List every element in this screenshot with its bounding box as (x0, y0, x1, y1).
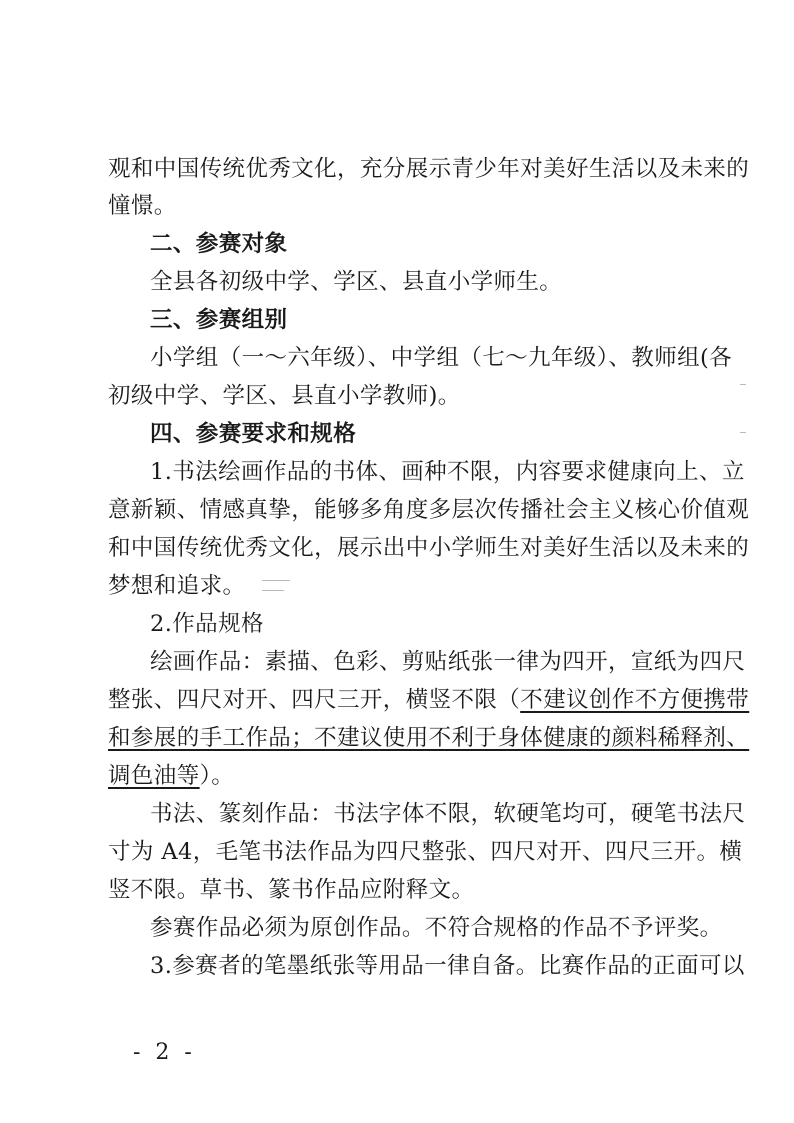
body-line: 憧憬。 (108, 193, 177, 219)
body-line: 竖不限。草书、篆书作品应附释文。 (108, 877, 475, 903)
section-heading-participants: 二、参赛对象 (150, 231, 288, 257)
body-line: 书法、篆刻作品：书法字体不限，软硬笔均可，硬笔书法尺 (150, 801, 746, 827)
body-text: ）。 (199, 763, 235, 789)
body-line: 意新颖、情感真挚，能够多角度多层次传播社会主义核心价值观 (108, 497, 750, 523)
body-line: 小学组（一～六年级）、中学组（七～九年级）、教师组(各 (150, 345, 733, 371)
underlined-text: 不建议创作不方便携带 (520, 687, 750, 713)
subsection-heading-specs: 2.作品规格 (150, 611, 264, 637)
body-line: 初级中学、学区、县直小学教师)。 (108, 383, 461, 409)
body-line: 观和中国传统优秀文化，充分展示青少年对美好生活以及未来的 (108, 156, 750, 182)
body-text: 整张、四尺对开、四尺三开，横竖不限（ (108, 687, 521, 713)
section-heading-groups: 三、参赛组别 (150, 307, 288, 333)
scan-artifact (262, 590, 284, 591)
body-line: 参赛作品必须为原创作品。不符合规格的作品不予评奖。 (150, 915, 723, 941)
scan-artifact (740, 384, 746, 385)
body-line (108, 683, 750, 717)
underlined-text: 调色油等 (108, 763, 200, 789)
page-number: - 2 - (133, 1040, 196, 1065)
scan-artifact (262, 580, 290, 581)
body-line (108, 759, 698, 793)
body-line: 1.书法绘画作品的书体、画种不限，内容要求健康向上、立 (150, 459, 745, 485)
scan-artifact (740, 432, 746, 433)
underlined-text: 和参展的手工作品；不建议使用不利于身体健康的颜料稀释剂、 (108, 725, 750, 751)
body-line: 梦想和追求。 (108, 573, 246, 599)
body-line: 寸为 A4，毛笔书法作品为四尺整张、四尺对开、四尺三开。横 (108, 839, 743, 865)
body-line: 绘画作品：素描、色彩、剪贴纸张一律为四开，宣纸为四尺 (150, 649, 746, 675)
body-line (108, 721, 750, 755)
body-line: 和中国传统优秀文化，展示出中小学师生对美好生活以及未来的 (108, 535, 750, 561)
section-heading-requirements: 四、参赛要求和规格 (150, 421, 357, 447)
body-line: 全县各初级中学、学区、县直小学师生。 (150, 269, 563, 295)
body-line: 3.参赛者的笔墨纸张等用品一律自备。比赛作品的正面可以 (150, 953, 745, 979)
